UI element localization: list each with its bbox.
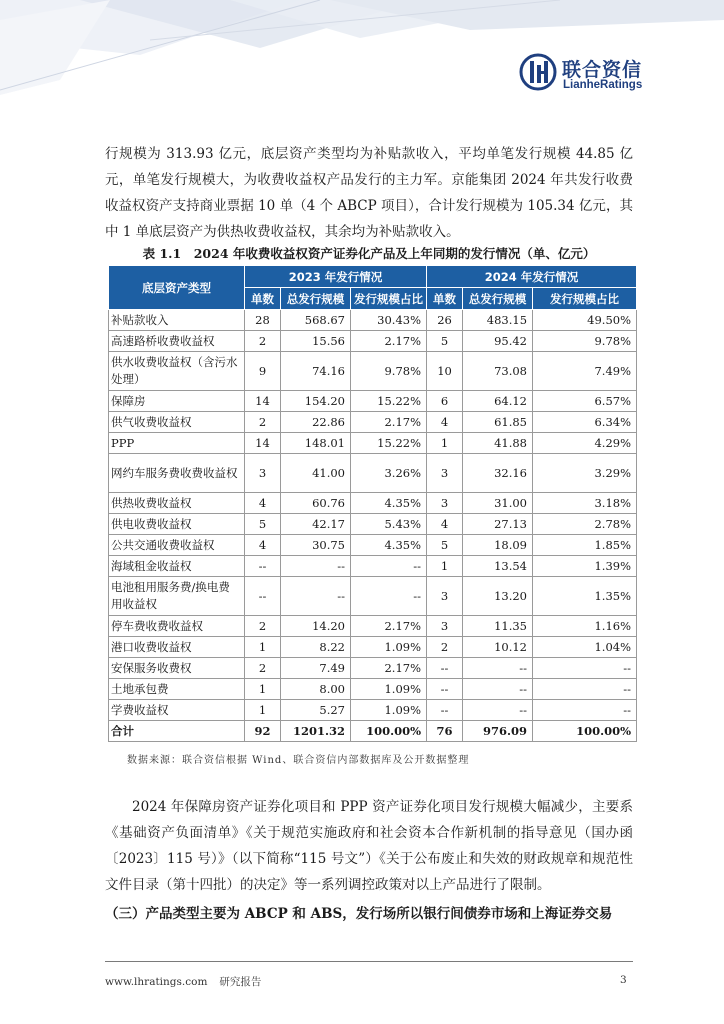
section-heading: （三）产品类型主要为 ABCP 和 ABS，发行场所以银行间债券市场和上海证券交易 — [105, 906, 613, 922]
row-share-2024: -- — [533, 679, 637, 700]
header-group-2024: 2024 年发行情况 — [427, 266, 637, 288]
logo-mark-icon — [518, 52, 558, 92]
table-row — [109, 454, 637, 493]
row-total-2023: 22.86 — [281, 412, 351, 433]
row-count-2023: 5 — [245, 514, 281, 535]
row-share-2023: 30.43% — [351, 310, 427, 331]
table-row — [109, 433, 637, 454]
table-row — [109, 514, 637, 535]
total-share-2024: 100.00% — [533, 721, 637, 742]
row-total-2023: 42.17 — [281, 514, 351, 535]
table-caption: 表 1.1 2024 年收费收益权资产证券化产品及上年同期的发行情况（单、亿元） — [142, 246, 596, 261]
row-count-2023: -- — [245, 577, 281, 616]
row-total-2024: -- — [463, 679, 533, 700]
row-share-2023: 1.09% — [351, 679, 427, 700]
row-share-2024: 6.57% — [533, 391, 637, 412]
row-share-2024: 1.04% — [533, 637, 637, 658]
row-total-2023: 8.22 — [281, 637, 351, 658]
row-total-2023: 8.00 — [281, 679, 351, 700]
row-total-2023: 568.67 — [281, 310, 351, 331]
row-total-2023: 148.01 — [281, 433, 351, 454]
row-share-2023: 3.26% — [351, 454, 427, 493]
row-total-2024: 13.54 — [463, 556, 533, 577]
row-count-2024: 3 — [427, 454, 463, 493]
table-row — [109, 310, 637, 331]
row-count-2024: 4 — [427, 514, 463, 535]
row-name: 海域租金收益权 — [109, 556, 245, 577]
row-total-2024: 95.42 — [463, 331, 533, 352]
row-count-2024: -- — [427, 658, 463, 679]
row-name: 供热收费收益权 — [109, 493, 245, 514]
row-share-2024: 1.16% — [533, 616, 637, 637]
row-share-2023: 4.35% — [351, 535, 427, 556]
table-row — [109, 616, 637, 637]
row-share-2024: 1.39% — [533, 556, 637, 577]
row-count-2023: 1 — [245, 700, 281, 721]
row-count-2023: 2 — [245, 616, 281, 637]
row-total-2023: 30.75 — [281, 535, 351, 556]
row-share-2023: -- — [351, 556, 427, 577]
row-total-2023: 15.56 — [281, 331, 351, 352]
header-count-2024: 单数 — [427, 288, 463, 310]
logo-chinese-name: 联合资信 — [562, 59, 643, 81]
table-row — [109, 577, 637, 616]
row-name: 供电收费收益权 — [109, 514, 245, 535]
row-total-2023: 74.16 — [281, 352, 351, 391]
total-name: 合计 — [109, 721, 245, 742]
row-count-2024: 6 — [427, 391, 463, 412]
footer-label: 研究报告 — [219, 976, 262, 988]
row-count-2023: 4 — [245, 493, 281, 514]
row-name: 高速路桥收费收益权 — [109, 331, 245, 352]
row-total-2024: 13.20 — [463, 577, 533, 616]
row-count-2023: 14 — [245, 391, 281, 412]
company-logo — [518, 52, 648, 96]
row-count-2023: 4 — [245, 535, 281, 556]
row-name: 补贴款收入 — [109, 310, 245, 331]
footer-url: www.lhratings.com — [105, 976, 208, 988]
row-total-2024: -- — [463, 658, 533, 679]
row-count-2024: -- — [427, 700, 463, 721]
row-count-2024: 3 — [427, 616, 463, 637]
logo-english-name: LianheRatings — [563, 79, 643, 91]
row-share-2023: 1.09% — [351, 700, 427, 721]
row-count-2023: 28 — [245, 310, 281, 331]
row-count-2024: 1 — [427, 433, 463, 454]
row-name: 公共交通收费收益权 — [109, 535, 245, 556]
row-share-2024: 9.78% — [533, 331, 637, 352]
row-total-2024: 11.35 — [463, 616, 533, 637]
row-share-2024: 4.29% — [533, 433, 637, 454]
row-share-2024: 2.78% — [533, 514, 637, 535]
row-count-2024: 2 — [427, 637, 463, 658]
table-row — [109, 535, 637, 556]
row-name: PPP — [109, 433, 245, 454]
page-number: 3 — [620, 974, 627, 986]
table-total-row — [109, 721, 637, 742]
header-total-2023: 总发行规模 — [281, 288, 351, 310]
table-source-note: 数据来源：联合资信根据 Wind、联合资信内部数据库及公开数据整理 — [127, 755, 470, 766]
row-name: 停车费收费收益权 — [109, 616, 245, 637]
table-row — [109, 658, 637, 679]
row-name: 保障房 — [109, 391, 245, 412]
body-paragraph-1: 行规模为 313.93 亿元，底层资产类型均为补贴款收入，平均单笔发行规模 44.85 亿元，单笔发行规模大，为收费收益权产品发行的主力军。京能集团 2024 年共发行收费收益权资产支持商业票据 10 单（4 个 ABCP 项目），合计发行规模为 105.34 亿元，其中 1 单底层资产为供热收费收益权，其余均为补贴款收入。 — [105, 146, 633, 240]
row-share-2023: 2.17% — [351, 658, 427, 679]
row-share-2023: -- — [351, 577, 427, 616]
row-total-2023: -- — [281, 577, 351, 616]
table-row — [109, 679, 637, 700]
row-total-2024: 73.08 — [463, 352, 533, 391]
total-total-2024: 976.09 — [463, 721, 533, 742]
row-name: 网约车服务费收费收益权 — [109, 454, 245, 493]
table-row — [109, 700, 637, 721]
header-group-2023: 2023 年发行情况 — [245, 266, 427, 288]
row-name: 供水收费收益权（含污水处理） — [109, 352, 245, 391]
table-row — [109, 391, 637, 412]
total-total-2023: 1201.32 — [281, 721, 351, 742]
row-share-2024: 3.29% — [533, 454, 637, 493]
table-row — [109, 556, 637, 577]
row-count-2024: 5 — [427, 331, 463, 352]
row-name: 安保服务收费权 — [109, 658, 245, 679]
row-total-2023: 41.00 — [281, 454, 351, 493]
row-count-2023: 2 — [245, 331, 281, 352]
row-count-2024: 10 — [427, 352, 463, 391]
footer-divider — [105, 961, 633, 962]
row-total-2023: -- — [281, 556, 351, 577]
row-total-2024: 10.12 — [463, 637, 533, 658]
row-share-2024: 7.49% — [533, 352, 637, 391]
table-row — [109, 637, 637, 658]
row-total-2023: 5.27 — [281, 700, 351, 721]
row-count-2023: 14 — [245, 433, 281, 454]
header-share-2023: 发行规模占比 — [351, 288, 427, 310]
header-share-2024: 发行规模占比 — [533, 288, 637, 310]
row-name: 土地承包费 — [109, 679, 245, 700]
row-total-2024: 27.13 — [463, 514, 533, 535]
row-share-2023: 2.17% — [351, 616, 427, 637]
table-row — [109, 352, 637, 391]
row-total-2024: 64.12 — [463, 391, 533, 412]
row-share-2023: 15.22% — [351, 391, 427, 412]
table-row — [109, 331, 637, 352]
row-total-2024: 61.85 — [463, 412, 533, 433]
row-share-2024: 49.50% — [533, 310, 637, 331]
row-name: 供气收费收益权 — [109, 412, 245, 433]
row-share-2023: 1.09% — [351, 637, 427, 658]
issuance-table — [108, 265, 637, 742]
total-count-2023: 92 — [245, 721, 281, 742]
row-total-2023: 7.49 — [281, 658, 351, 679]
row-share-2024: 1.35% — [533, 577, 637, 616]
row-share-2024: -- — [533, 658, 637, 679]
row-total-2023: 60.76 — [281, 493, 351, 514]
row-total-2023: 154.20 — [281, 391, 351, 412]
body-paragraph-2: 2024 年保障房资产证券化项目和 PPP 资产证券化项目发行规模大幅减少，主要系《基础资产负面清单》《关于规范实施政府和社会资本合作新机制的指导意见（国办函〔2023〕115 号）》（以下简称“115 号文”）《关于公布废止和失效的财政规章和规范性文件目录（第十四批）的决定》等一系列调控政策对以上产品进行了限制。 — [105, 799, 633, 893]
row-share-2023: 9.78% — [351, 352, 427, 391]
row-count-2024: 5 — [427, 535, 463, 556]
row-name: 学费收益权 — [109, 700, 245, 721]
row-count-2024: 3 — [427, 577, 463, 616]
row-count-2024: -- — [427, 679, 463, 700]
row-share-2023: 2.17% — [351, 331, 427, 352]
total-count-2024: 76 — [427, 721, 463, 742]
row-count-2023: 2 — [245, 658, 281, 679]
row-count-2024: 3 — [427, 493, 463, 514]
footer-left — [105, 974, 273, 989]
row-share-2023: 4.35% — [351, 493, 427, 514]
row-share-2024: 6.34% — [533, 412, 637, 433]
row-count-2024: 26 — [427, 310, 463, 331]
row-share-2024: -- — [533, 700, 637, 721]
row-share-2023: 2.17% — [351, 412, 427, 433]
row-total-2024: 483.15 — [463, 310, 533, 331]
row-count-2023: 1 — [245, 637, 281, 658]
header-total-2024: 总发行规模 — [463, 288, 533, 310]
row-name: 电池租用服务费/换电费用收益权 — [109, 577, 245, 616]
row-total-2024: 18.09 — [463, 535, 533, 556]
row-total-2023: 14.20 — [281, 616, 351, 637]
header-asset-type: 底层资产类型 — [109, 266, 245, 310]
row-count-2023: 9 — [245, 352, 281, 391]
row-share-2024: 3.18% — [533, 493, 637, 514]
row-name: 港口收费收益权 — [109, 637, 245, 658]
row-total-2024: 32.16 — [463, 454, 533, 493]
row-total-2024: 31.00 — [463, 493, 533, 514]
row-count-2023: -- — [245, 556, 281, 577]
header-count-2023: 单数 — [245, 288, 281, 310]
row-share-2023: 5.43% — [351, 514, 427, 535]
row-count-2023: 1 — [245, 679, 281, 700]
table-row — [109, 493, 637, 514]
row-count-2024: 1 — [427, 556, 463, 577]
row-share-2023: 15.22% — [351, 433, 427, 454]
row-count-2023: 3 — [245, 454, 281, 493]
row-count-2023: 2 — [245, 412, 281, 433]
total-share-2023: 100.00% — [351, 721, 427, 742]
row-total-2024: -- — [463, 700, 533, 721]
row-share-2024: 1.85% — [533, 535, 637, 556]
row-total-2024: 41.88 — [463, 433, 533, 454]
table-row — [109, 412, 637, 433]
row-count-2024: 4 — [427, 412, 463, 433]
